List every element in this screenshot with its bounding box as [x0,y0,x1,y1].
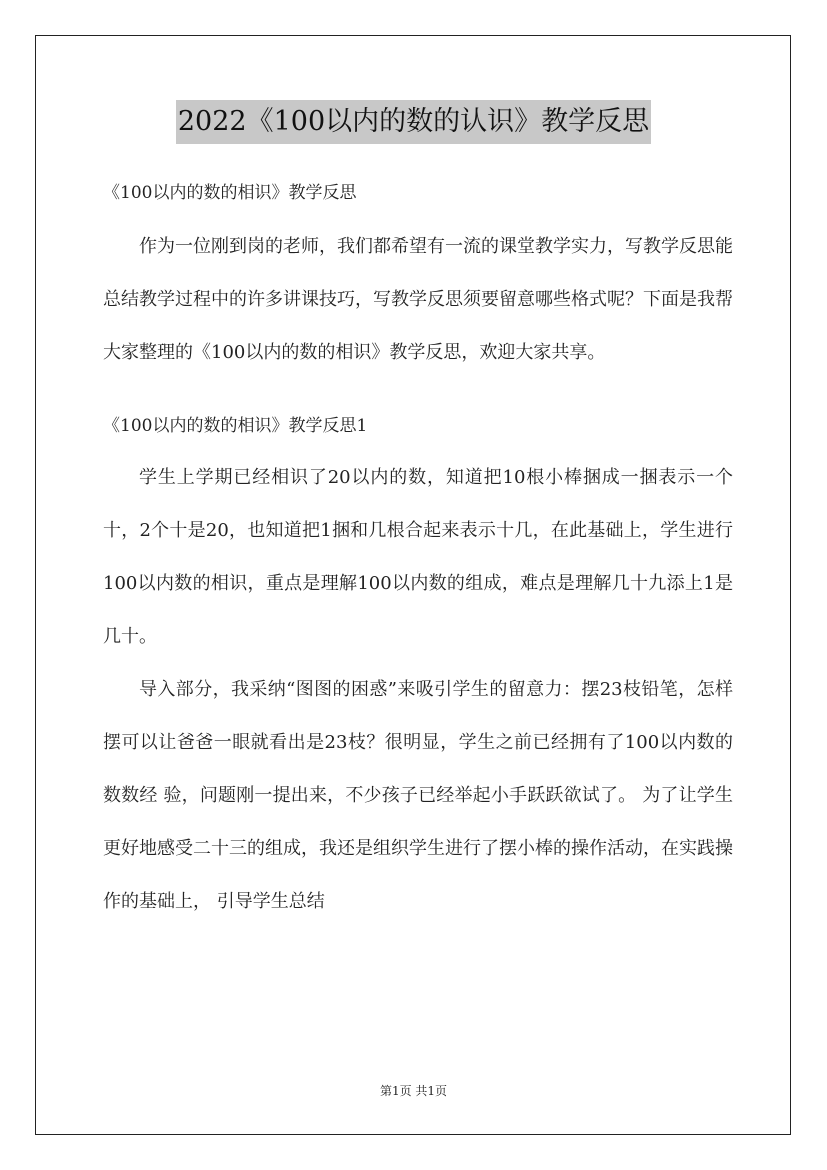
intro-paragraph: 作为一位刚到岗的老师，我们都希望有一流的课堂教学实力，写教学反思能总结教学过程中的许多讲课技巧，写教学反思须要留意哪些格式呢？下面是我帮大家整理的《100以内的数的相识》教学反思，欢迎大家共享。 [103,236,733,363]
title-container [0,100,827,144]
section1-paragraph-2: 导入部分，我采纳“图图的困惑”来吸引学生的留意力：摆23枝铅笔，怎样摆可以让爸爸一眼就看出是23枝？很明显，学生之前已经拥有了100以内数的数数经 验，问题刚一提出来，不少孩子已经举起小手跃跃欲试了。 为了让学生更好地感受二十三的组成，我还是组织学生进行了摆小棒的操作活动，在实践操作的基础上， 引导学生总结 [103,679,733,912]
document-title: 2022《100以内的数的认识》教学反思 [176,100,651,144]
section1-paragraph-1: 学生上学期已经相识了20以内的数，知道把10根小棒捆成一捆表示一个十，2个十是20，也知道把1捆和几根合起来表示十几，在此基础上，学生进行100以内数的相识，重点是理解100以内数的组成，难点是理解几十九添上1是几十。 [103,467,733,647]
intro-heading: 《100以内的数的相识》教学反思 [103,183,357,203]
section1-heading: 《100以内的数的相识》教学反思1 [103,416,368,436]
page-footer: 第1页 共1页 [379,1084,448,1098]
document-body [103,172,733,928]
spacer [103,379,733,399]
